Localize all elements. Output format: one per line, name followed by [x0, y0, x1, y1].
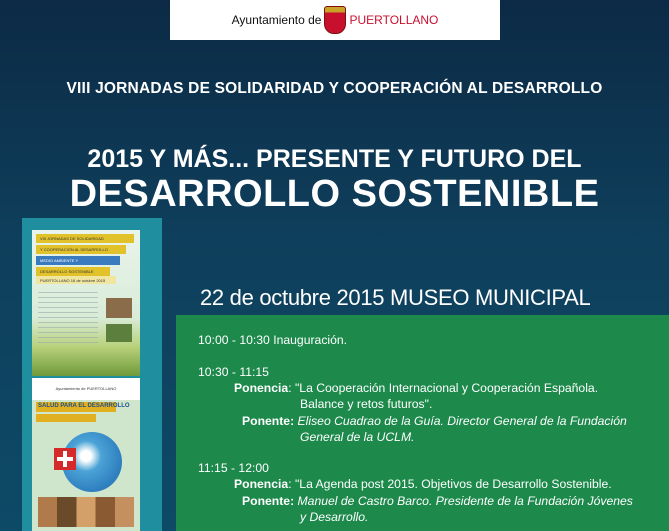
ponente-text: Manuel de Castro Barco. Presidente de la Fundación Jóvenes — [297, 494, 633, 508]
program-panel — [176, 315, 669, 531]
poster1-band: Y COOPERACIÓN AL DESARROLLO — [36, 245, 126, 254]
poster1-band: DESARROLLO SOSTENIBLE — [36, 267, 110, 276]
session-2-ponente: Ponente: Eliseo Cuadrao de la Guía. Director General de la Fundación — [242, 414, 627, 428]
ponencia-label: Ponencia — [234, 477, 289, 491]
session-2-time: 10:30 - 11:15 — [198, 365, 269, 379]
session-3-time: 11:15 - 12:00 — [198, 461, 269, 475]
poster-thumbnails — [22, 218, 162, 531]
poster1-band: VIII JORNADAS DE SOLIDARIDAD — [36, 234, 134, 243]
event-date-venue: 22 de octubre 2015 MUSEO MUNICIPAL — [200, 285, 591, 310]
poster2-band — [36, 414, 96, 422]
session-2-ponente-cont: General de la UCLM. — [300, 430, 415, 444]
session-1-time: 10:00 - 10:30 Inauguración. — [198, 333, 348, 347]
poster-thumbnail-1[interactable] — [32, 230, 140, 376]
poster1-text-block — [38, 292, 98, 344]
poster-thumbnail-2[interactable] — [32, 378, 140, 531]
session-2-ponencia — [234, 381, 598, 395]
coat-of-arms-icon — [324, 6, 346, 34]
event-title-line2: DESARROLLO SOSTENIBLE — [69, 173, 600, 215]
ponencia-label: Ponencia — [234, 381, 289, 395]
poster1-photo — [106, 298, 132, 318]
organizer-header — [170, 0, 500, 40]
organizer-city: PUERTOLLANO — [349, 13, 439, 27]
poster1-band: MEDIO AMBIENTE Y — [36, 256, 120, 265]
swiss-cross-icon — [54, 448, 76, 470]
session-3-ponente-cont: y Desarrollo. — [300, 510, 369, 524]
poster1-photo — [106, 324, 132, 342]
poster1-band: PUERTOLLANO 16 de octubre 2015 — [36, 276, 116, 284]
session-3-ponente: Ponente: Manuel de Castro Barco. Presidente de la Fundación Jóvenes — [242, 494, 633, 508]
ponente-label: Ponente — [242, 414, 291, 428]
event-subtitle: VIII JORNADAS DE SOLIDARIDAD Y COOPERACIÓN AL DESARROLLO — [66, 80, 603, 97]
poster2-title: SALUD PARA EL DESARROLLO — [38, 403, 130, 409]
poster2-header: Ayuntamiento de PUERTOLLANO — [32, 378, 140, 400]
event-title-line1: 2015 Y MÁS... PRESENTE Y FUTURO DEL — [87, 145, 582, 173]
ponente-label: Ponente — [242, 494, 291, 508]
organizer-prefix: Ayuntamiento de — [231, 13, 322, 27]
ponencia-text: : "La Agenda post 2015. Objetivos de Desarrollo Sostenible. — [288, 477, 612, 491]
poster2-photo — [38, 497, 134, 527]
ponencia-text: : "La Cooperación Internacional y Cooperación Española. — [288, 381, 599, 395]
ponente-text: Eliseo Cuadrao de la Guía. Director General de la Fundación — [297, 414, 627, 428]
session-2-ponencia-cont: Balance y retos futuros". — [300, 397, 433, 411]
session-3-ponencia — [234, 477, 612, 491]
